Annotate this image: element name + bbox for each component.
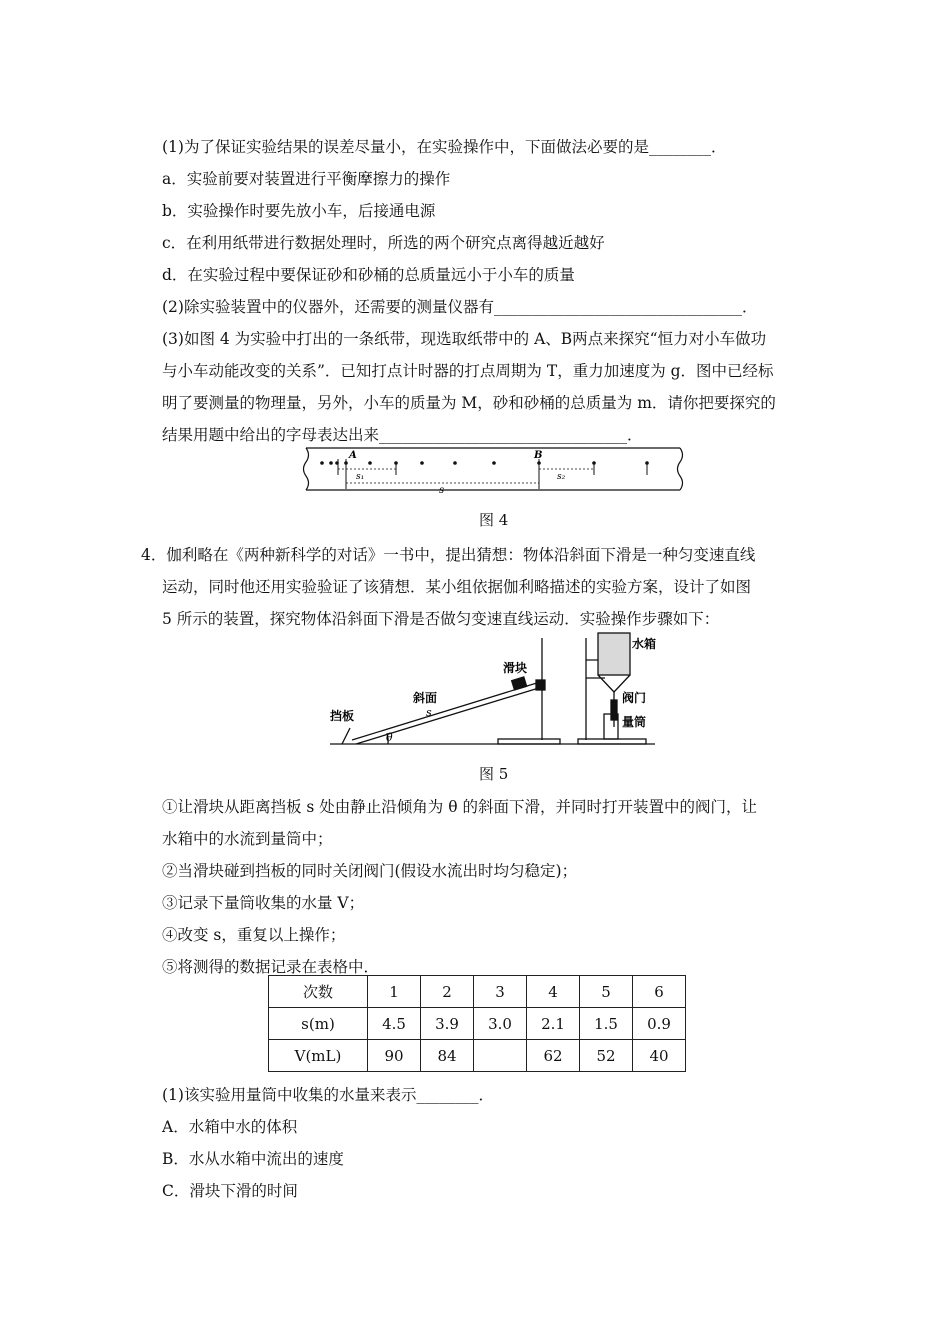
fig5-label-incline: 斜面 bbox=[413, 691, 438, 705]
option-B: B．水从水箱中流出的速度 bbox=[162, 1150, 344, 1168]
question-3-3-line2: 与小车动能改变的关系”．已知打点计时器的打点周期为 T，重力加速度为 g．图中已经标 bbox=[162, 362, 774, 380]
step-5: ⑤将测得的数据记录在表格中． bbox=[162, 958, 380, 976]
fig5-label-theta: θ bbox=[386, 731, 393, 744]
table-cell: 52 bbox=[580, 1040, 633, 1072]
table-cell: 1 bbox=[368, 976, 421, 1008]
question-3-3-line1: (3)如图 4 为实验中打出的一条纸带，现选取纸带中的 A、B两点来探究“恒力对小车做功 bbox=[162, 330, 767, 348]
fig5-label-slider: 滑块 bbox=[503, 661, 528, 675]
step-3: ③记录下量筒收集的水量 V； bbox=[162, 894, 365, 912]
table-cell: 2 bbox=[421, 976, 474, 1008]
question-3-1: (1)为了保证实验结果的误差尽量小，在实验操作中，下面做法必要的是________． bbox=[162, 138, 727, 156]
table-row-s bbox=[269, 1008, 686, 1040]
table-cell: 0.9 bbox=[633, 1008, 686, 1040]
fig4-label-s: s bbox=[439, 485, 445, 496]
table-cell: 6 bbox=[633, 976, 686, 1008]
fig4-label-s1: s₁ bbox=[356, 472, 365, 482]
fig5-label-s: s bbox=[426, 706, 432, 719]
fig5-label-cylinder: 量筒 bbox=[622, 715, 647, 729]
option-A: A．水箱中水的体积 bbox=[162, 1118, 298, 1136]
question-3-2: (2)除实验装置中的仪器外，还需要的测量仪器有________________________________． bbox=[162, 298, 758, 316]
fig5-label-baffle: 挡板 bbox=[330, 709, 355, 723]
table-cell: s(m) bbox=[269, 1008, 368, 1040]
table-cell: V(mL) bbox=[269, 1040, 368, 1072]
table-cell: 4 bbox=[527, 976, 580, 1008]
option-d: d．在实验过程中要保证砂和砂桶的总质量远小于小车的质量 bbox=[162, 266, 575, 284]
table-cell: 次数 bbox=[269, 976, 368, 1008]
step-1-line2: 水箱中的水流到量筒中； bbox=[162, 830, 333, 848]
table-cell: 5 bbox=[580, 976, 633, 1008]
data-table bbox=[268, 975, 686, 1072]
table-cell: 84 bbox=[421, 1040, 474, 1072]
table-cell: 90 bbox=[368, 1040, 421, 1072]
fig5-label-tank: 水箱 bbox=[632, 637, 657, 651]
fig5-label-valve: 阀门 bbox=[622, 691, 647, 705]
table-cell: 2.1 bbox=[527, 1008, 580, 1040]
option-C: C．滑块下滑的时间 bbox=[162, 1182, 298, 1200]
fig4-label-a: A bbox=[349, 450, 357, 461]
table-cell: 62 bbox=[527, 1040, 580, 1072]
step-2: ②当滑块碰到挡板的同时关闭阀门(假设水流出时均匀稳定)； bbox=[162, 862, 578, 880]
table-cell: 40 bbox=[633, 1040, 686, 1072]
question-4-intro-line1: 4．伽利略在《两种新科学的对话》一书中，提出猜想：物体沿斜面下滑是一种匀变速直线 bbox=[141, 546, 756, 564]
table-cell: 3.0 bbox=[474, 1008, 527, 1040]
fig4-label-s2: s₂ bbox=[557, 472, 566, 482]
step-4: ④改变 s，重复以上操作； bbox=[162, 926, 346, 944]
table-cell: 3.9 bbox=[421, 1008, 474, 1040]
table-row-header bbox=[269, 976, 686, 1008]
question-3-3-line3: 明了要测量的物理量，另外，小车的质量为 M，砂和砂桶的总质量为 m．请你把要探究的 bbox=[162, 394, 776, 412]
table-row-v bbox=[269, 1040, 686, 1072]
figure-4-paper-tape bbox=[298, 445, 688, 500]
figure-4-caption: 图 4 bbox=[479, 511, 509, 529]
option-a: a．实验前要对装置进行平衡摩擦力的操作 bbox=[162, 170, 451, 188]
question-3-3-line4: 结果用题中给出的字母表达出来________________________________． bbox=[162, 426, 643, 444]
table-cell: 4.5 bbox=[368, 1008, 421, 1040]
step-1-line1: ①让滑块从距离挡板 s 处由静止沿倾角为 θ 的斜面下滑，并同时打开装置中的阀门，让 bbox=[162, 798, 757, 816]
option-b: b．实验操作时要先放小车，后接通电源 bbox=[162, 202, 436, 220]
fig4-label-b: B bbox=[534, 450, 543, 461]
option-c: c．在利用纸带进行数据处理时，所选的两个研究点离得越近越好 bbox=[162, 234, 605, 252]
table-cell: 1.5 bbox=[580, 1008, 633, 1040]
figure-5-apparatus bbox=[330, 630, 660, 750]
table-cell: 3 bbox=[474, 976, 527, 1008]
question-4-intro-line2: 运动，同时他还用实验验证了该猜想．某小组依据伽利略描述的实验方案，设计了如图 bbox=[162, 578, 752, 596]
question-4-intro-line3: 5 所示的装置，探究物体沿斜面下滑是否做匀变速直线运动．实验操作步骤如下： bbox=[162, 610, 720, 628]
table-cell bbox=[474, 1040, 527, 1072]
figure-5-caption: 图 5 bbox=[479, 765, 509, 783]
question-4-1: (1)该实验用量筒中收集的水量来表示________． bbox=[162, 1086, 494, 1104]
